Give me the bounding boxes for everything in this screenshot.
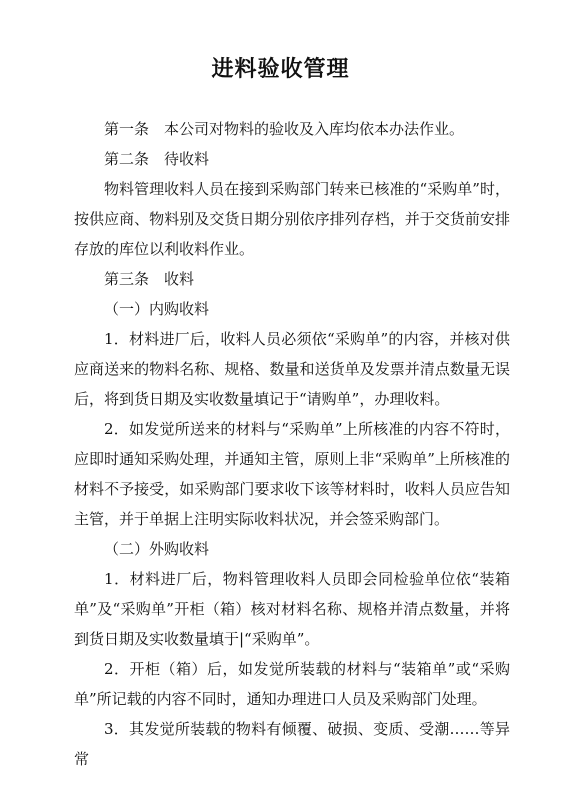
domestic-item-2: 2．如发觉所送来的材料与“采购单”上所核准的内容不符时，应即时通知采购处理，并通知主管，原则上非“采购单”上所核准的材料不予接受，如采购部门要求收下该等材料时，收料人员应告知主管，并于单据上注明实际收料状况，并会签采购部门。 xyxy=(74,420,510,528)
article-2-body: 物料管理收料人员在接到采购部门转来已核准的“采购单”时，按供应商、物料别及交货日期分别依序排列存档，并于交货前安排存放的库位以利收料作业。 xyxy=(74,180,510,258)
article-3-heading: 第三条 收料 xyxy=(104,270,195,288)
domestic-item-1: 1．材料进厂后，收料人员必须依“采购单”的内容，并核对供应商送来的物料名称、规格、数量和送货单及发票并清点数量无误后，将到货日期及实收数量填记于“请购单”，办理收料。 xyxy=(74,330,510,408)
foreign-item-2: 2．开柜（箱）后，如发觉所装载的材料与“装箱单”或“采购单”所记载的内容不同时，通知办理进口人员及采购部门处理。 xyxy=(74,660,510,708)
foreign-item-3: 3．其发觉所装载的物料有倾覆、破损、变质、受潮……等异常 xyxy=(74,720,510,768)
section-domestic-heading: （一）内购收料 xyxy=(104,300,210,318)
foreign-item-1: 1．材料进厂后，物料管理收料人员即会同检验单位依“装箱单”及“采购单”开柜（箱）核对材料名称、规格并清点数量，并将到货日期及实收数量填于|“采购单”。 xyxy=(74,570,510,648)
document-body xyxy=(74,114,510,774)
document-title: 进料验收管理 xyxy=(211,57,350,82)
article-2-heading: 第二条 待收料 xyxy=(104,150,210,168)
section-foreign-heading: （二）外购收料 xyxy=(104,540,210,558)
article-1: 第一条 本公司对物料的验收及入库均依本办法作业。 xyxy=(104,120,465,138)
